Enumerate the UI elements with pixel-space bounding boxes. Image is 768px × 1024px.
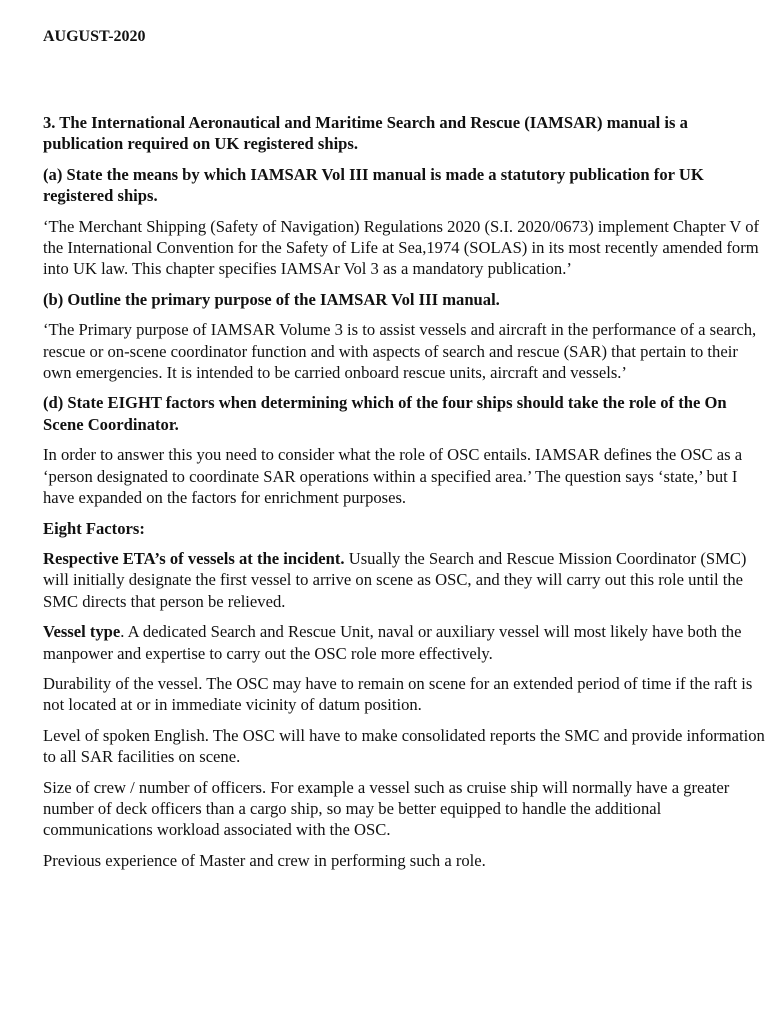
factor-item: [43, 777, 767, 841]
answer-b: ‘The Primary purpose of IAMSAR Volume 3 is to assist vessels and aircraft in the performance of a search, rescue or on-scene coordinator function and with aspects of search and rescue (SAR) that pertain to their own emergencies. It is intended to be carried onboard rescue units, aircraft and vessels.’: [43, 320, 757, 383]
factor-item: [43, 850, 767, 871]
question-a: (a) State the means by which IAMSAR Vol III manual is made a statutory publication for UK registered ships.: [43, 164, 704, 206]
factor-text: Level of spoken English. The OSC will have to make consolidated reports the SMC and provide information to all SAR facilities on scene.: [43, 725, 765, 767]
factor-text: Previous experience of Master and crew in performing such a role.: [43, 850, 486, 870]
question-intro: 3. The International Aeronautical and Maritime Search and Rescue (IAMSAR) manual is a publication required on UK registered ships.: [43, 113, 688, 154]
factor-text: Durability of the vessel. The OSC may have to remain on scene for an extended period of time if the raft is not located at or in immediate vicinity of datum position.: [43, 673, 753, 715]
factors-heading: Eight Factors:: [43, 518, 145, 538]
factor-title: Vessel type: [43, 622, 121, 642]
factor-title: Respective ETA’s of vessels at the incident.: [43, 548, 345, 568]
question-b: (b) Outline the primary purpose of the IAMSAR Vol III manual.: [43, 289, 500, 309]
factor-text: Size of crew / number of officers. For example a vessel such as cruise ship will normally have a greater number of deck officers than a cargo ship, so may be better equipped to handle the additional communications workload associated with the OSC.: [43, 777, 730, 840]
factor-item: [43, 725, 767, 768]
answer-d-intro: In order to answer this you need to consider what the role of OSC entails. IAMSAR defines the OSC as a ‘person designated to coordinate SAR operations within a specified area.’ The question says ‘state,’ but I have expanded on the factors for enrichment purposes.: [43, 445, 743, 508]
answer-a: ‘The Merchant Shipping (Safety of Navigation) Regulations 2020 (S.I. 2020/0673) implement Chapter V of the International Convention for the Safety of Life at Sea,1974 (SOLAS) in its most recently amended form into UK law. This chapter specifies IAMSAr Vol 3 as a mandatory publication.’: [43, 216, 760, 279]
factor-text: . A dedicated Search and Rescue Unit, naval or auxiliary vessel will most likely have both the manpower and expertise to carry out the OSC role more effectively.: [43, 622, 742, 663]
document-date: AUGUST-2020: [43, 28, 146, 45]
factor-item: [43, 673, 767, 716]
factor-text: Usually the Search and Rescue Mission Coordinator (SMC) will initially designate the first vessel to arrive on scene as OSC, and they will carry out this role until the SMC directs that person be relieved.: [43, 548, 747, 611]
document-body: [43, 112, 767, 871]
question-d: (d) State EIGHT factors when determining which of the four ships should take the role of the On Scene Coordinator.: [43, 393, 727, 434]
factor-item: [43, 548, 767, 612]
factor-item: [43, 621, 767, 664]
